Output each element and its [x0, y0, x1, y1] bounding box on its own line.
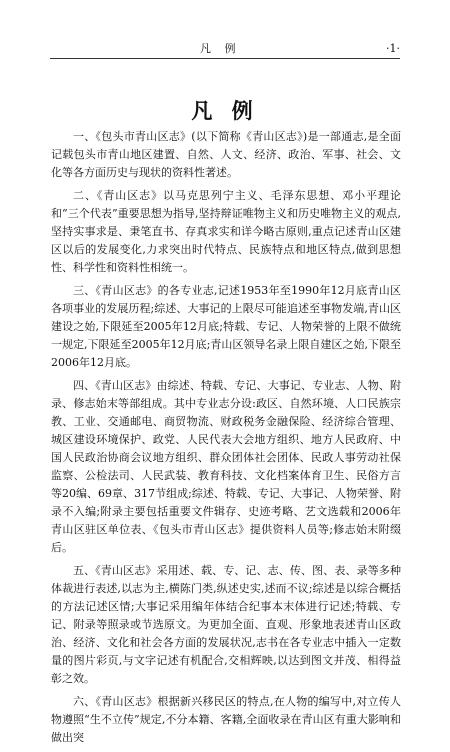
paragraph-3: 三、《青山区志》的各专业志,记述1953年至1990年12月底青山区各项事业的发展历程;综述、大事记的上限尽可能追述至事物发端,青山区建设之始,下限延至2005年12月底;特载、专记、人物荣誉的上限不做统一规定,下限延至2005年12月底;青山区领导名录上限自建区之始,下限至2006年12月底。 [51, 284, 401, 369]
paragraph-5: 五、《青山区志》采用述、载、专、记、志、传、图、表、录等多种体裁进行表述,以志为主,横陈门类,纵述史实,述而不议;综述是以综合概括的方法记述区情;大事记采用编年体结合纪事本末体进行记述;特载、专记、附录等照录或节选原文。为更加全面、直观、形象地表述青山区政治、经济、文化和社会各方面的发展状况,志书在各专业志中插入一定数量的图片彩页,与文字记述有机配合,交相辉映,以达到图文并茂、相得益彰之效。 [51, 564, 401, 685]
header-section-title: 凡 例 [200, 42, 241, 55]
document-body [51, 128, 401, 752]
paragraph-2: 二、《青山区志》以马克思列宁主义、毛泽东思想、邓小平理论和“三个代表”重要思想为指导,坚持辩证唯物主义和历史唯物主义的观点,坚持实事求是、秉笔直书、存真求实和详今略古原则,重点记述青山区建区以后的发展变化,力求突出时代特点、民族特点和地区特点,做到思想性、科学性和资料性相统一。 [51, 189, 401, 274]
paragraph-4: 四、《青山区志》由综述、特载、专记、大事记、专业志、人物、附录、修志始末等部组成。其中专业志分设:政区、自然环境、人口民族宗教、工业、交通邮电、商贸物流、财政税务金融保险、经济综合管理、城区建设环境保护、政党、人民代表大会地方组织、地方人民政府、中国人民政治协商会议地方组织、群众团体社会团体、民政人事劳动社保监察、公检法司、人民武装、教育科技、文化档案体育卫生、民俗方言等20编、69章、317节组成;综述、特载、专记、大事记、人物荣誉、附录不入编;附录主要包括重要文件辑存、史迹考略、艺文选载和2006年青山区驻区单位表、《包头市青山区志》提供资料人员等;修志始末附缀后。 [51, 379, 401, 554]
page-number: ·1· [386, 42, 400, 55]
page-title: 凡 例 [191, 98, 259, 123]
paragraph-6: 六、《青山区志》根据新兴移民区的特点,在人物的编写中,对立传人物遵照“生不立传”规定,不分本籍、客籍,全面收录在青山区有重大影响和做出突 [51, 695, 401, 744]
paragraph-1: 一、《包头市青山区志》(以下简称《青山区志》)是一部通志,是全面记载包头市青山地区建置、自然、人文、经济、政治、军事、社会、文化等各方面历史与现状的资料性著述。 [51, 130, 401, 179]
running-header [50, 40, 400, 59]
